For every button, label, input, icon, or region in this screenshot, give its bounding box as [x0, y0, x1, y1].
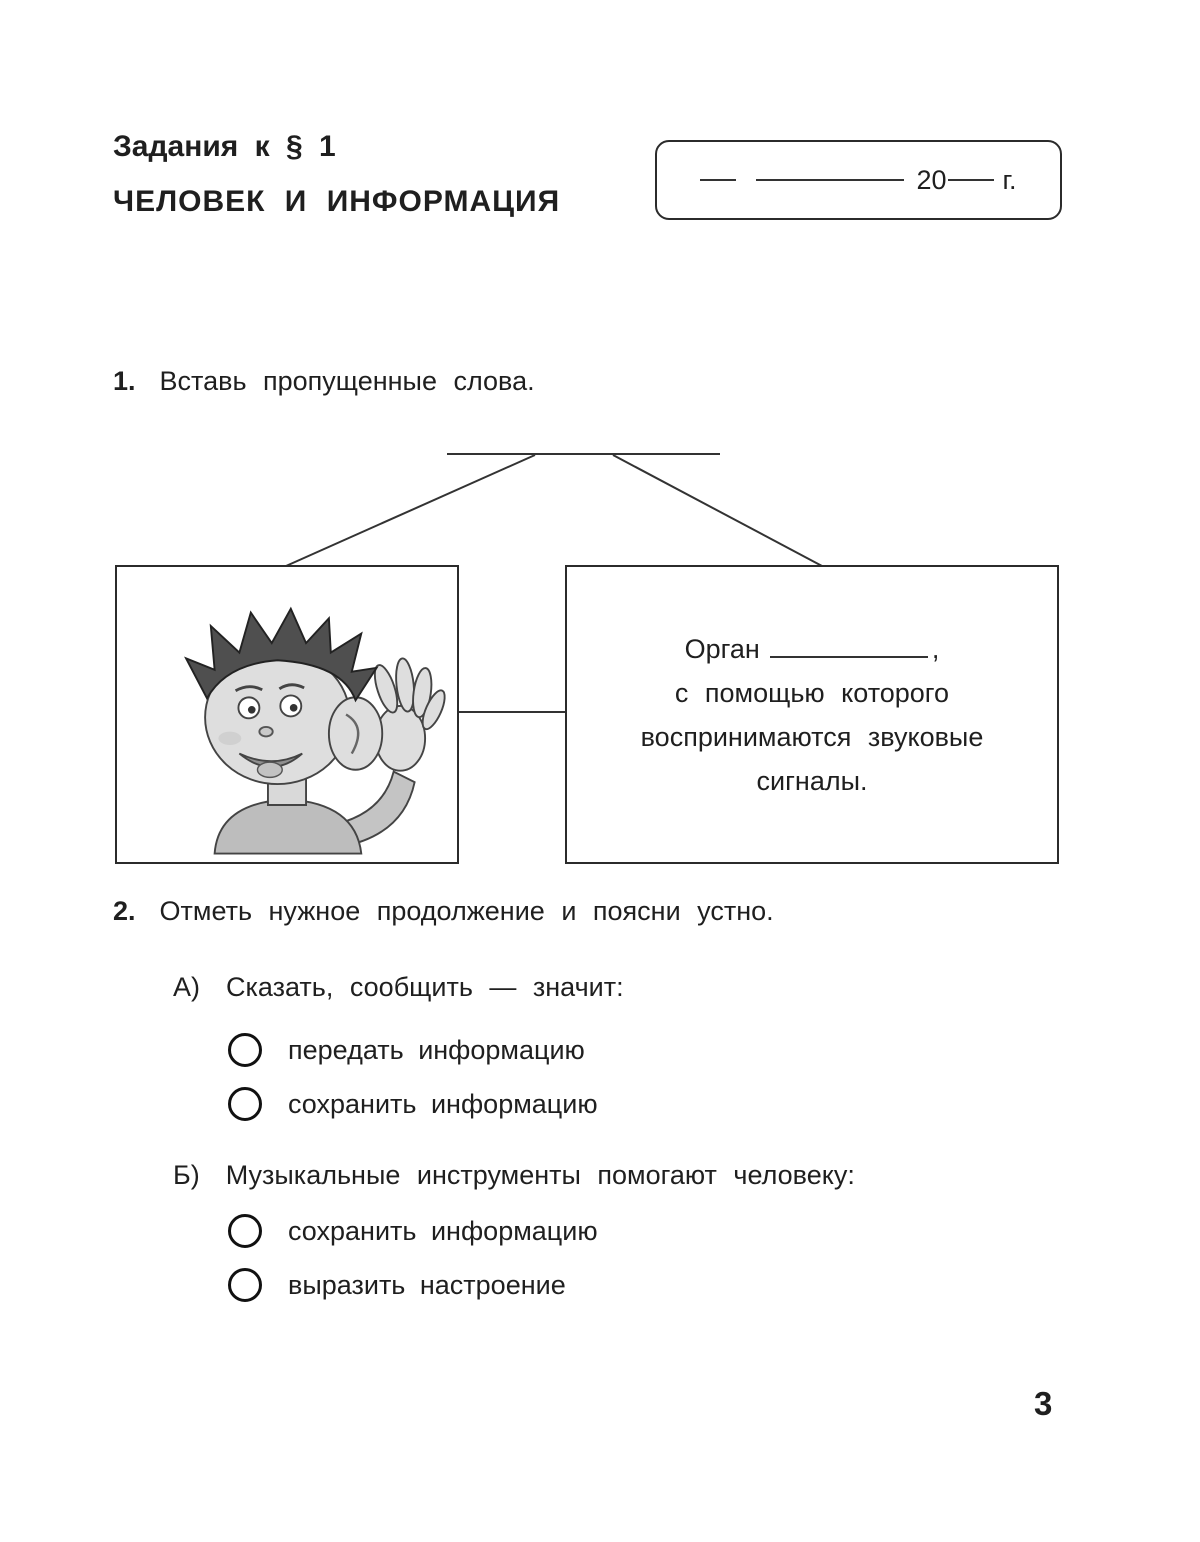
diagram-image-box: [115, 565, 459, 864]
option-radio-a1[interactable]: [228, 1033, 262, 1067]
option-row: [228, 1214, 598, 1248]
option-radio-b1[interactable]: [228, 1214, 262, 1248]
date-blank-year[interactable]: [948, 179, 994, 181]
date-blank-day[interactable]: [700, 179, 736, 181]
organ-line: [685, 627, 940, 671]
date-box: [655, 140, 1062, 220]
task1-heading: [113, 366, 535, 397]
organ-line-prefix: Орган: [684, 633, 760, 664]
organ-line-3: воспринимаются звуковые: [640, 721, 984, 752]
option-row: [228, 1268, 566, 1302]
task2-text: Отметь нужное продолжение и поясни устно.: [159, 896, 774, 926]
boy-listening-illustration: [127, 575, 447, 855]
option-row: [228, 1087, 598, 1121]
part-a-label: А): [173, 972, 200, 1002]
option-label-b2: выразить настроение: [288, 1269, 566, 1300]
option-label-a2: сохранить информацию: [288, 1088, 598, 1119]
organ-blank[interactable]: [770, 656, 928, 658]
task2-part-b-heading: [173, 1160, 855, 1191]
option-radio-b2[interactable]: [228, 1268, 262, 1302]
diagram-text-box: [565, 565, 1059, 864]
page-number: 3: [1034, 1385, 1053, 1422]
part-a-question: Сказать, сообщить — значит:: [226, 972, 624, 1002]
task2-heading: [113, 896, 774, 927]
date-year-prefix: 20: [916, 164, 947, 195]
organ-line-2: с помощью которого: [674, 677, 950, 708]
date-blank-month[interactable]: [756, 179, 904, 181]
date-suffix: г.: [1002, 164, 1017, 195]
organ-line-suffix: ,: [931, 633, 940, 664]
task1-text: Вставь пропущенные слова.: [159, 366, 535, 396]
task2-part-a-heading: [173, 972, 624, 1003]
task1-number: 1.: [113, 366, 136, 396]
section-label: Задания к § 1: [113, 130, 336, 163]
page-title: ЧЕЛОВЕК И ИНФОРМАЦИЯ: [113, 185, 561, 218]
part-b-label: Б): [173, 1160, 200, 1190]
part-b-question: Музыкальные инструменты помогают человеку:: [225, 1160, 855, 1190]
option-row: [228, 1033, 585, 1067]
option-radio-a2[interactable]: [228, 1087, 262, 1121]
option-label-b1: сохранить информацию: [288, 1215, 598, 1246]
task2-number: 2.: [113, 896, 136, 926]
organ-line-4: сигналы.: [756, 765, 868, 796]
diagram-title-blank[interactable]: [447, 431, 720, 455]
option-label-a1: передать информацию: [288, 1034, 585, 1065]
